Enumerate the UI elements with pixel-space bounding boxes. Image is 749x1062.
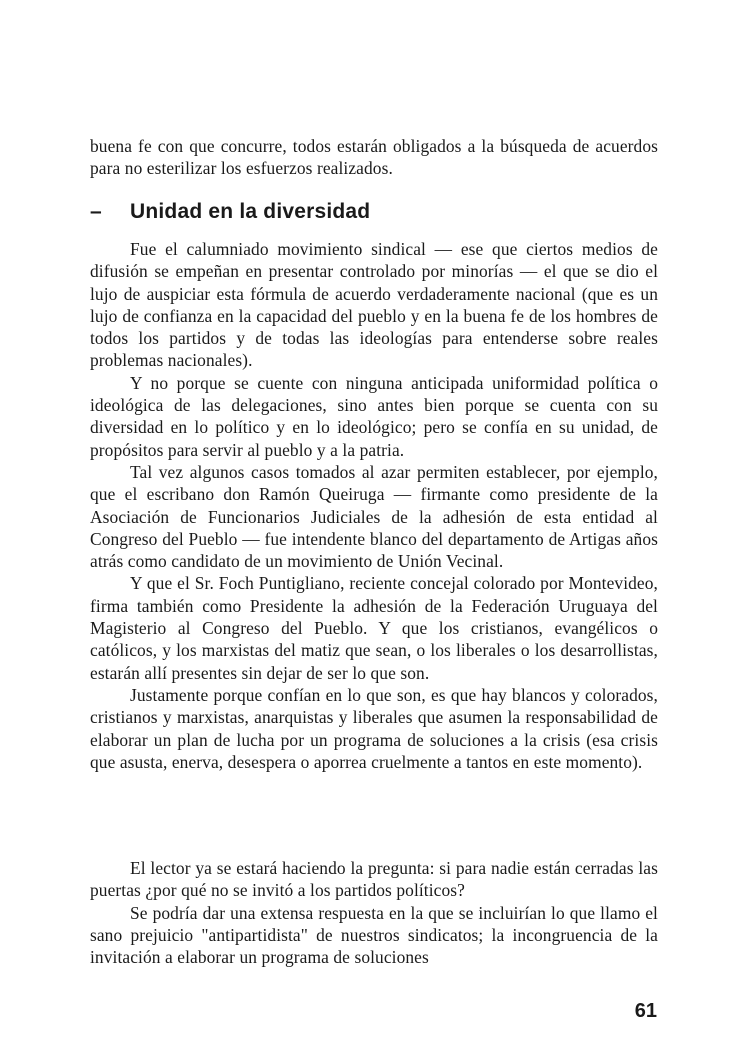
paragraph: Y no porque se cuente con ninguna anticipada uniformidad política o ideológica de las delegaciones, sino antes bien porque se cuenta con su diversidad en lo político y en lo ideológico; pero se confía en su unidad, de propósitos para servir al pueblo y a la patria. — [90, 372, 658, 460]
section-heading — [90, 200, 370, 224]
page-number: 61 — [634, 1000, 657, 1022]
heading-dash: – — [90, 200, 102, 223]
paragraph: Fue el calumniado movimiento sindical — ese que ciertos medios de difusión se empeñan en presentar controlado por minorías — el que se dio el lujo de auspiciar esta fórmula de acuerdo verdaderamente nacional (que es un lujo de confianza en la capacidad del pueblo y en la buena fe de los hombres de todos los partidos y de todas las ideologías para entenderse sobre reales problemas nacionales). — [90, 239, 658, 371]
heading-title: Unidad en la diversidad — [130, 200, 371, 223]
paragraph: Y que el Sr. Foch Puntigliano, reciente concejal colorado por Montevideo, firma también como Presidente la adhesión de la Federación Uruguaya del Magisterio al Congreso del Pueblo. Y que los cristianos, evangélicos o católicos, y los marxistas del matiz que sean, o los liberales o los desarrollistas, estarán allí presentes sin dejar de ser lo que son. — [90, 573, 658, 683]
paragraph: Tal vez algunos casos tomados al azar permiten establecer, por ejemplo, que el escribano don Ramón Queiruga — firmante como presidente de la Asociación de Funcionarios Judiciales de la adhesión de esta entidad al Congreso del Pueblo — fue intendente blanco del departamento de Artigas años atrás como candidato de un movimiento de Unión Vecinal. — [90, 461, 658, 572]
paragraph: El lector ya se estará haciendo la pregunta: si para nadie están cerradas las puertas ¿por qué no se invitó a los partidos políticos? — [90, 858, 658, 901]
section-body — [90, 238, 658, 773]
paragraph-text: buena fe con que concurre, todos estarán obligados a la búsqueda de acuerdos para no esterilizar los esfuerzos realizados. — [90, 136, 658, 179]
intro-paragraph — [90, 135, 658, 180]
paragraph: Se podría dar una extensa respuesta en la que se incluirían lo que llamo el sano prejuicio "antipartidista" de nuestros sindicatos; la incongruencia de la invitación a elaborar un programa de soluciones — [90, 902, 658, 968]
paragraph: Justamente porque confían en lo que son, es que hay blancos y colorados, cristianos y marxistas, anarquistas y liberales que asumen la responsabilidad de elaborar un plan de lucha por un programa de soluciones a la crisis (esa crisis que asusta, enerva, desespera o aporrea cruelmente a tantos en este momento). — [90, 684, 658, 772]
closing-section — [90, 857, 658, 968]
